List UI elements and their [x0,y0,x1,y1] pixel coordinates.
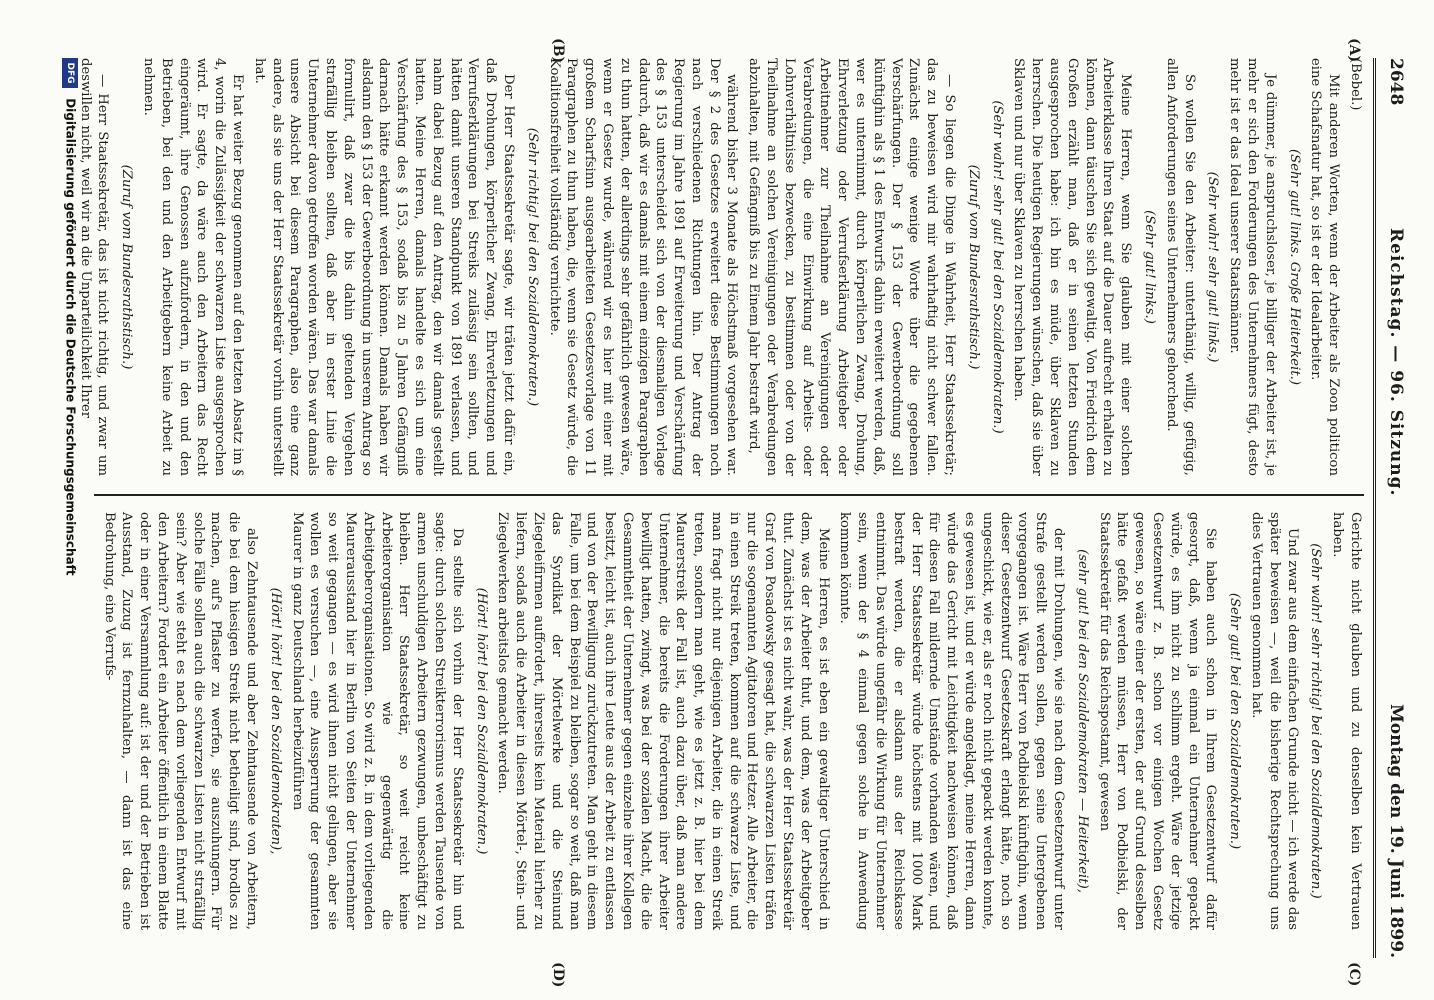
interjection: (Sehr gut! bei den Sozialdemokraten.) [1227,592,1243,850]
margin-marker-d: (D) [550,962,566,988]
session-date: Montag den 19. Juni 1899. [1386,703,1406,958]
interjection: (Sehr richtig! bei den Sozialdemokraten.) [524,127,540,407]
footer-credit: Digitalisierung gefördert durch die Deutsche Forschungsgemeinschaft [63,98,78,576]
header-rule [1373,58,1376,958]
interjection: (Hört! hört! bei den Sozialdemokraten), [267,587,283,855]
interjection: (Sehr wahr! sehr richtig! bei den Sozialdemokraten.) [1308,543,1324,899]
paragraph: der mit Drohungen, wie sie nach dem Gesetzentwurf unter Strafe gestellt werden sollen, gegen seine Untergebenen vorgegangen ist. Wäre Herr von Podbielski künftighin, wenn dieser Gesetzentwurf Gesetzeskraft erlangt hätte, noch so ungeschickt, wie er, als er noch nicht gepackt werden konnte, es gewesen ist, und er würde angeklagt, meine Herren, dann würde das Gericht mit Leichtigkeit nachweisen können, daß für diesen Fall mildernde Umstände vorhanden wären, und der Herr Staatssekretär würde höchstens mit 1000 Mark bestraft werden, die er alsdann aus der Reichskasse entnimmt. Das würde ungefähr die Wirkung für Unternehmer sein, wenn der § 4 einmal gegen solche in Anwendung kommen könnte. [837,512,1067,930]
paragraph: So wollen Sie den Arbeiter: unterthänig, willig, gefügig, allen Anforderungen seines Unternehmers gehorchend. [1163,58,1197,476]
dfg-logo: DFG [62,58,78,88]
right-column [94,512,1364,930]
interjection: (Zuruf vom Bundesrathstisch.) [965,164,981,370]
paragraph: Der Herr Staatssekretär sagte, wir träten jetzt dafür ein, daß Drohungen, körperlicher Zwang, Ehrverletzungen und Verrufserklärungen bei Streiks zulässig sein sollten, und hätten damit unseren Standpunkt von 1891 verlassen, und nahm dabei Bezug auf den Antrag, den wir damals gestellt hatten. Meine Herren, damals handelte es sich um eine Verschärfung des § 153, sodaß bis zu 5 Jahren Gefängniß darnach hätte erkannt werden können. Damals haben wir alsdann den § 153 der Gewerbeordnung in unserem Antrag so formulirt, daß zwar die bis dahin geltenden Vergehen strafällig bleiben sollten, daß aber in erster Linie die Unternehmer davon getroffen worden wären. Das war damals unsere Absicht bei diesem Paragraphen, also eine ganz andere, als sie uns der Herr Staatssekretär vorhin unterstellt hat. [251,58,516,476]
page-header [1376,58,1406,958]
paragraph: Mit anderen Worten, wenn der Arbeiter als Zoon politicon eine Schafsnatur hat, so ist er der Idealarbeiter. [1308,58,1342,476]
paragraph: Meine Herren, wenn Sie glauben mit einer solchen Arbeiterklasse Ihren Staat auf die Dauer aufrecht erhalten zu können, dann täuschen Sie sich gewaltig. Von Friedrich dem Großen erzählt man, daß er in seinen letzten Stunden ausgesprochen habe: ich bin es müde, über Sklaven zu herrschen. Die heutigen Regierungen wünschen, daß sie über Sklaven und nur über Sklaven zu herrschen haben. [1011,58,1134,476]
interjection: (Sehr wahr! sehr gut! bei den Sozialdemokraten.) [989,100,1005,434]
interjection: (sehr gut! bei den Sozialdemokraten — Heiterkeit), [1074,549,1090,893]
speaker-line: (Bebel.) [1348,58,1363,111]
page-title: Reichstag. — 96. Sitzung. [1386,228,1406,497]
margin-marker-a: (A) [1346,38,1362,63]
paragraph: also Zehntausende und aber Zehntausende von Arbeitern, die bei dem hiesigen Streik nicht betheiligt sind, brodlos zu machen, auf's Pflaster zu werfen, sie auszuhungern. Für solche Fälle sollen auch die schwarzen Listen nicht strafällig sein? Aber wie steht es nach dem vorliegenden Entwurf mit den Arbeitern? Fordert ein Arbeiter öffentlich in einem Blatte oder in einer Versammlung auf: ist der und der Betrieben ist Ausstand, Zuzug ist fernzuhalten, — dann ist das eine Bedrohung, eine Verrufs- [101,512,259,930]
interjection: (Sehr gut! links. Große Heiterkeit.) [1286,149,1302,385]
column-divider [94,494,1364,496]
paragraph: während bisher 3 Monate als Höchstmaß vorgesehen war. Der § 2 des Gesetzes erweitert diese Bestimmungen noch nach verschiedenen Richtungen hin. Der Antrag der Regierung im Jahre 1891 auf Erweiterung und Verschärfung des § 153 unterscheidet sich von der diesmaligen Vorlage dadurch, daß wir es damals mit einem einzigen Paragraphen zu thun hatten, der allerdings sehr gefährlich gewesen wäre, wenn er Gesetz wurde, während wir es hier mit einer mit großem Scharfsinn ausgearbeiteten Gesetzesvorlage von 11 Paragraphen zu thun haben, die, wenn sie Gesetz würde, die Koalitionsfreiheit vollständig vernichtete. [546,58,740,476]
interjection: (Sehr wahr! sehr gut! links.) [1205,171,1221,363]
paragraph: — So liegen die Dinge in Wahrheit, Herr Staatssekretär; das zu beweisen wird mir wahrhaftig nicht schwer fallen. Zunächst einige wenige Worte über die gegebenen Verschärfungen. Der § 153 der Gewerbeordnung soll künftighin als § 1 des Entwurfs dahin erweitert werden, daß, wer es unternimmt, durch körperlichen Zwang, Drohung, Ehrverletzung oder Verrufserklärung Arbeitgeber oder Arbeitnehmer zur Theilnahme an Vereinigungen oder Verabredungen, die eine Einwirkung auf Arbeits- oder Lohnverhältnisse bezwecken, zu bestimmen oder von der Theilnahme an solchen Vereinigungen oder Verabredungen abzuhalten, mit Gefängniß bis zu Einem Jahr bestraft wird, [746,58,958,476]
paragraph: Je dümmer, je anspruchsloser, je billiger der Arbeiter ist, je mehr er sich den Forderungen des Unternehmers fügt, desto mehr ist er das Ideal unserer Staatsmänner. [1227,58,1278,476]
speaker-line: Gerichte nicht glauben und zu denselben kein Vertrauen haben. [1330,512,1363,930]
interjection: (Sehr gut! links.) [1142,210,1158,324]
page-footer [18,58,78,958]
paragraph: Sie haben auch schon in Ihrem Gesetzentwurf dafür gesorgt, daß, wenn ja einmal ein Unternehmer gepackt würde, es ihm nicht zu schlimm ergeht. Wäre der jetzige Gesetzentwurf z. B. schon vor einigen Wochen Gesetz gewesen, so wäre einer der ersten, der auf Grund desselben hätte gefaßt werden müssen, Herr von Podbielski, der Staatssekretär für das Reichspostamt, gewesen [1096,512,1219,930]
interjection: (Zuruf vom Bundesrathstisch.) [119,164,135,370]
paragraph: Meine Herren, es ist eben ein gewaltiger Unterschied in dem, was der Arbeiter thut, und dem, was der Arbeitgeber thut. Zunächst ist es nicht wahr, was der Herr Staatssekretär Graf von Posadowsky gesagt hat, die schwarzen Listen träfen nur die sogenannten Agitatoren und Hetzer. Alle Arbeiter, die in einen Streik treten, kommen auf die schwarze Liste, und man fragt nicht nur diejenigen Arbeiter, die in einen Streik treten, sondern man geht, wie es jetzt z. B. hier bei dem Maurerstreik der Fall ist, auch dazu über, daß man andere Unternehmer, die bereits die Forderungen ihrer Arbeiter bewilligt hatten, zwingt, was bei der sozialen Macht, die die Gesammtheit der Unternehmer gegen einzelne ihrer Kollegen besitzt, leicht ist, auch ihre Leute aus der Arbeit zu entlassen und von der Bewilligung zurückzutreten. Man geht in diesem Falle, um bei dem Beispiel zu bleiben, sogar so weit, daß man das Syndikat der Mörtelwerke und die Steinund Ziegeleifirmen auffordert, ihrerseits kein Material hierher zu liefern, sodaß auch die Arbeiter in diesen Mörtel-, Stein- und Ziegelwerken arbeitslos gemacht werden. [495,512,831,930]
paragraph: — Herr Staatssekretär, das ist nicht richtig, und zwar um deswillen nicht, weil wir an die Unparteilichkeit Ihrer [77,58,111,476]
margin-marker-b: (B) [550,38,566,64]
interjection: (Hört! hört! bei den Sozialdemokraten.) [473,587,489,855]
margin-marker-c: (C) [1346,962,1362,987]
paragraph: Er hat weiter Bezug genommen auf den letzten Absatz im § 4, worin die Zulässigkeit der schwarzen Liste ausgesprochen wird. Er sagte, da wäre auch den Arbeitern das Recht eingeräumt, ihre Genossen aufzufordern, in den und den Betrieben, bei den und den Arbeitgebern keine Arbeit zu nehmen. [141,58,245,476]
paragraph: Und zwar aus dem einfachen Grunde nicht — ich werde das später beweisen —, weil die bisherige Rechtsprechung uns dies Vertrauen genommen hat. [1249,512,1300,930]
left-column [77,58,1364,476]
page-number: 2648 [1386,58,1406,106]
paragraph: Da stellte sich vorhin der Herr Staatssekretär hin und sagte: durch solchen Streikterrorismus werden Tausende von armen unschuldigen Arbeitern gezwungen, unbeschäftigt zu bleiben. Herr Staatssekretär, so weit reicht keine Arbeiterorganisation wie gegenwärtig die Arbeitgeberorganisationen. So wird z. B. in dem vorliegenden Maurerausstand hier in Berlin von Seiten der Unternehmer so weit gegangen — es wird ihnen nicht gelingen, aber sie wollen es versuchen —, eine Aussperrung der gesammten Maurer in ganz Deutschland herbeizuführen [289,512,465,930]
